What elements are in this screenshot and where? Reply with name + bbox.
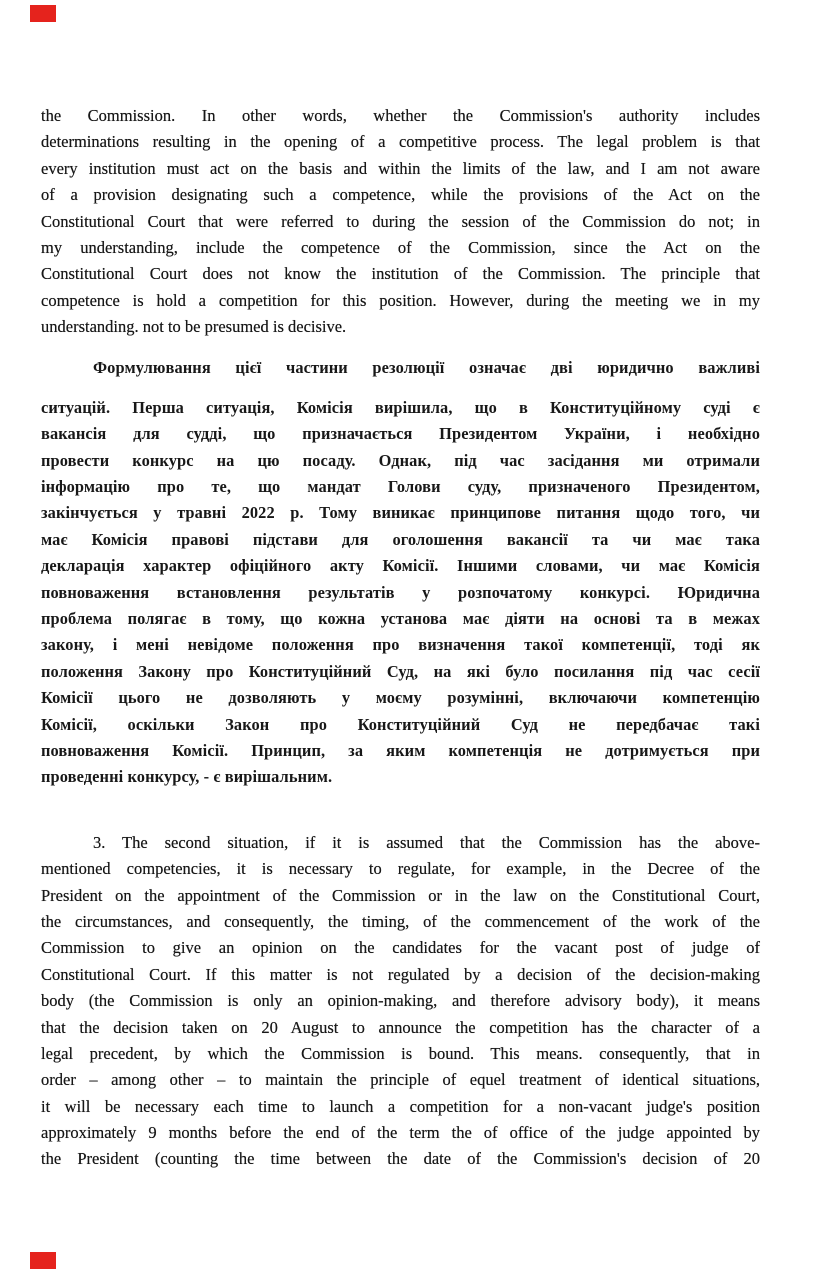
text-line: Constitutional Court that were referred to during the session of the Commission do not; in — [41, 211, 760, 231]
red-corner-mark-bottom — [30, 1252, 56, 1269]
text-line: Комісії, оскільки Закон про Конституційний Суд не передбачає такі — [41, 714, 760, 734]
text-line: проблема полягає в тому, що кожна установа має діяти на основі та в межах — [41, 609, 760, 629]
english-paragraph-2 — [41, 830, 760, 1173]
text-line: закінчується у травні 2022 р. Тому виникає принципове питання щодо того, чи — [41, 503, 760, 523]
text-line: the Commission. In other words, whether the Commission's authority includes — [41, 106, 760, 125]
text-line: повноваження Комісії. Принцип, за яким компетенція не дотримується при — [41, 740, 760, 760]
text-line: Constitutional Court does not know the institution of the Commission. The principle that — [41, 264, 760, 284]
text-line: that the decision taken on 20 August to announce the competition has the character of a — [41, 1017, 760, 1037]
text-line: it will be necessary each time to launch a competition for a non-vacant judge's position — [41, 1096, 760, 1116]
text-line: mentioned competencies, it is necessary to regulate, for example, in the Decree of the — [41, 859, 760, 879]
text-line: the President (counting the time between the date of the Commission's decision of 20 — [41, 1149, 760, 1169]
text-line: Формулювання цієї частини резолюції означає дві юридично важливі — [93, 357, 760, 377]
ukrainian-heading-line — [41, 355, 760, 381]
text-line: Constitutional Court. If this matter is not regulated by a decision of the decision-making — [41, 964, 760, 984]
text-line: закону, і мені невідоме положення про визначення такої компетенції, тоді як — [41, 635, 760, 655]
text-line: ситуацій. Перша ситуація, Комісія вирішила, що в Конституційному суді є — [41, 397, 760, 417]
text-line: competence is hold a competition for this position. However, during the meeting we in my — [41, 290, 760, 310]
red-corner-mark-top — [30, 5, 56, 22]
text-line: Комісії цього не дозволяють у моєму розумінні, включаючи компетенцію — [41, 688, 760, 708]
text-line: legal precedent, by which the Commission is bound. This means. consequently, that in — [41, 1043, 760, 1063]
text-line: повноваження встановлення результатів у розпочатому конкурсі. Юридична — [41, 582, 760, 602]
text-line: order – among other – to maintain the principle of equel treatment of identical situations, — [41, 1070, 760, 1090]
text-line: my understanding, include the competence of the Commission, since the Act on the — [41, 237, 760, 257]
text-line: of a provision designating such a competence, while the provisions of the Act on the — [41, 185, 760, 205]
text-line: the circumstances, and consequently, the timing, of the commencement of the work of the — [41, 911, 760, 931]
text-line: провести конкурс на цю посаду. Однак, під час засідання ми отримали — [41, 450, 760, 470]
text-line: інформацію про те, що мандат Голови суду, призначеного Президентом, — [41, 477, 760, 497]
text-line: every institution must act on the basis and within the limits of the law, and I am not aware — [41, 158, 760, 178]
text-line: approximately 9 months before the end of the term the of office of the judge appointed by — [41, 1123, 760, 1143]
text-line: положення Закону про Конституційний Суд, на які було посилання під час сесії — [41, 661, 760, 681]
text-line: understanding. not to be presumed is decisive. — [41, 317, 347, 337]
text-line: President on the appointment of the Commission or in the law on the Constitutional Court, — [41, 885, 760, 905]
text-column — [41, 103, 760, 1173]
text-line: body (the Commission is only an opinion-making, and therefore advisory body), it means — [41, 991, 760, 1011]
text-line: determinations resulting in the opening of a competitive process. The legal problem is that — [41, 132, 760, 152]
ukrainian-paragraph — [41, 395, 760, 791]
text-line: проведенні конкурсу, - є вирішальним. — [41, 767, 333, 787]
english-paragraph-1 — [41, 103, 760, 341]
text-line: Commission to give an opinion on the candidates for the vacant post of judge of — [41, 938, 760, 958]
text-line: декларація характер офіційного акту Комісії. Іншими словами, чи має Комісія — [41, 556, 760, 576]
text-line: 3. The second situation, if it is assumed that the Commission has the above- — [93, 832, 760, 852]
text-line: має Комісія правові підстави для оголошення вакансії та чи має така — [41, 529, 760, 549]
text-line: вакансія для судді, що призначається Президентом України, і необхідно — [41, 424, 760, 444]
